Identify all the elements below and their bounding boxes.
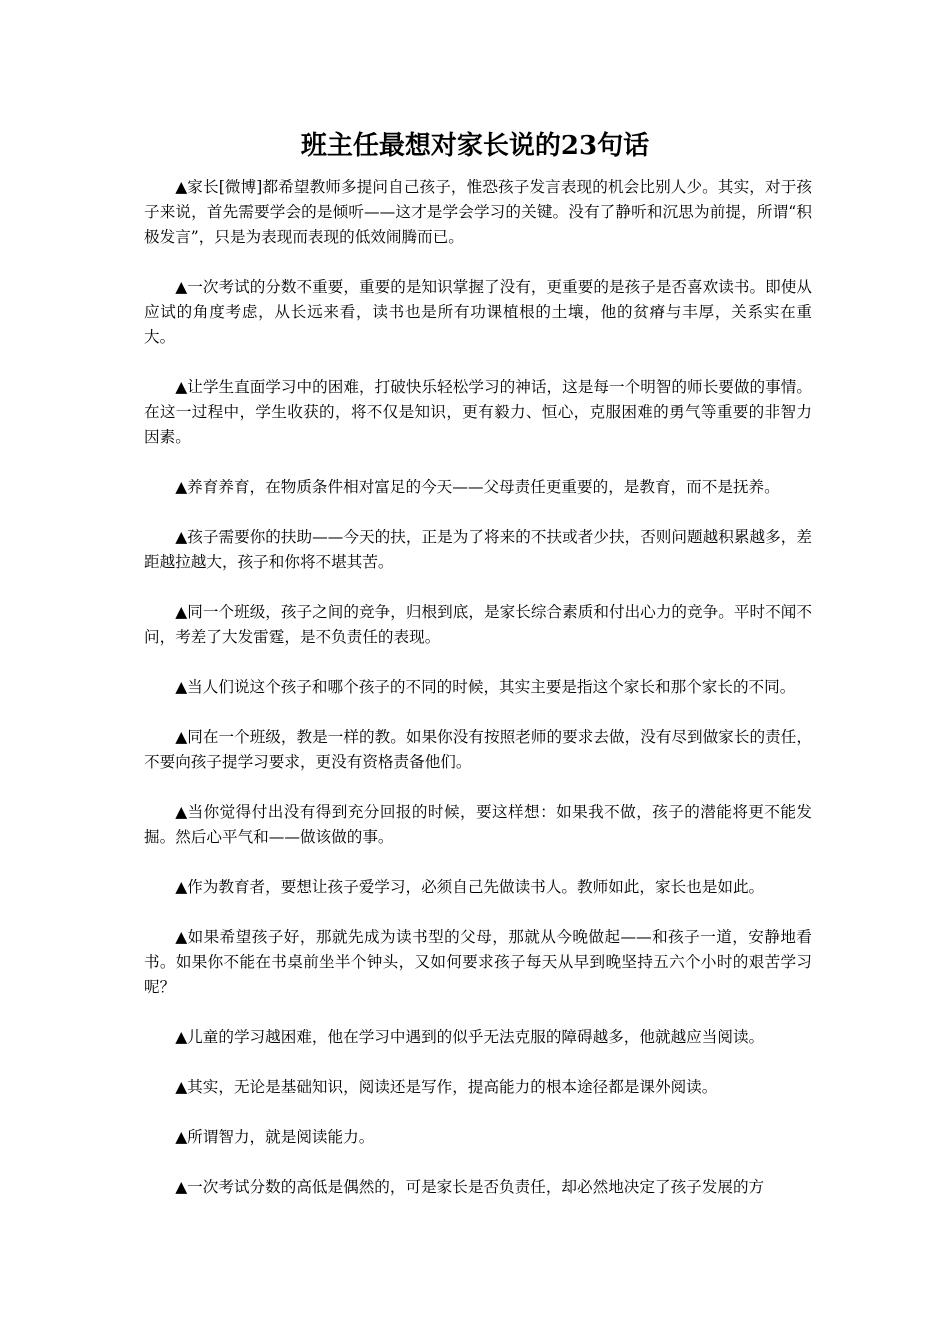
paragraph-5: ▲孩子需要你的扶助——今天的扶，正是为了将来的不扶或者少扶，否则问题越积累越多，差距越拉越大，孩子和你将不堪其苦。	[144, 528, 812, 571]
paragraph-4: ▲养育养育，在物质条件相对富足的今天——父母责任更重要的，是教育，而不是抚养。	[175, 478, 780, 496]
paragraph-14: ▲所谓智力，就是阅读能力。	[175, 1128, 375, 1146]
paragraph-13: ▲其实，无论是基础知识，阅读还是写作，提高能力的根本途径都是课外阅读。	[175, 1078, 718, 1096]
paragraph-7: ▲当人们说这个孩子和哪个孩子的不同的时候，其实主要是指这个家长和那个家长的不同。	[175, 678, 796, 696]
paragraph-11: ▲如果希望孩子好，那就先成为读书型的父母，那就从今晚做起——和孩子一道，安静地看书。如果你不能在书桌前坐半个钟头，又如何要求孩子每天从早到晚坚持五六个小时的艰苦学习呢？	[144, 928, 812, 996]
paragraph-8: ▲同在一个班级，教是一样的教。如果你没有按照老师的要求去做，没有尽到做家长的责任，不要向孩子提学习要求，更没有资格责备他们。	[144, 728, 812, 771]
paragraph-9: ▲当你觉得付出没有得到充分回报的时候，要这样想：如果我不做，孩子的潜能将更不能发掘。然后心平气和——做该做的事。	[144, 803, 812, 846]
paragraph-3: ▲让学生直面学习中的困难，打破快乐轻松学习的神话，这是每一个明智的师长要做的事情。在这一过程中，学生收获的，将不仅是知识，更有毅力、恒心，克服困难的勇气等重要的非智力因素。	[144, 378, 812, 446]
paragraph-1: ▲家长[微博]都希望教师多提问自己孩子，惟恐孩子发言表现的机会比别人少。其实，对于孩子来说，首先需要学会的是倾听——这才是学会学习的关键。没有了静听和沉思为前提，所谓“积极发言”，只是为表现而表现的低效闹腾而已。	[144, 178, 812, 246]
paragraph-6: ▲同一个班级，孩子之间的竞争，归根到底，是家长综合素质和付出心力的竞争。平时不闻不问，考差了大发雷霆，是不负责任的表现。	[144, 603, 812, 646]
document-body	[144, 175, 812, 1225]
document-title: 班主任最想对家长说的23句话	[300, 131, 650, 161]
paragraph-2: ▲一次考试的分数不重要，重要的是知识掌握了没有，更重要的是孩子是否喜欢读书。即使从应试的角度考虑，从长远来看，读书也是所有功课植根的土壤，他的贫瘠与丰厚，关系实在重大。	[144, 278, 812, 346]
paragraph-10: ▲作为教育者，要想让孩子爱学习，必须自己先做读书人。教师如此，家长也是如此。	[175, 878, 765, 896]
paragraph-15: ▲一次考试分数的高低是偶然的，可是家长是否负责任，却必然地决定了孩子发展的方	[175, 1178, 765, 1196]
paragraph-12: ▲儿童的学习越困难，他在学习中遇到的似乎无法克服的障碍越多，他就越应当阅读。	[175, 1028, 765, 1046]
